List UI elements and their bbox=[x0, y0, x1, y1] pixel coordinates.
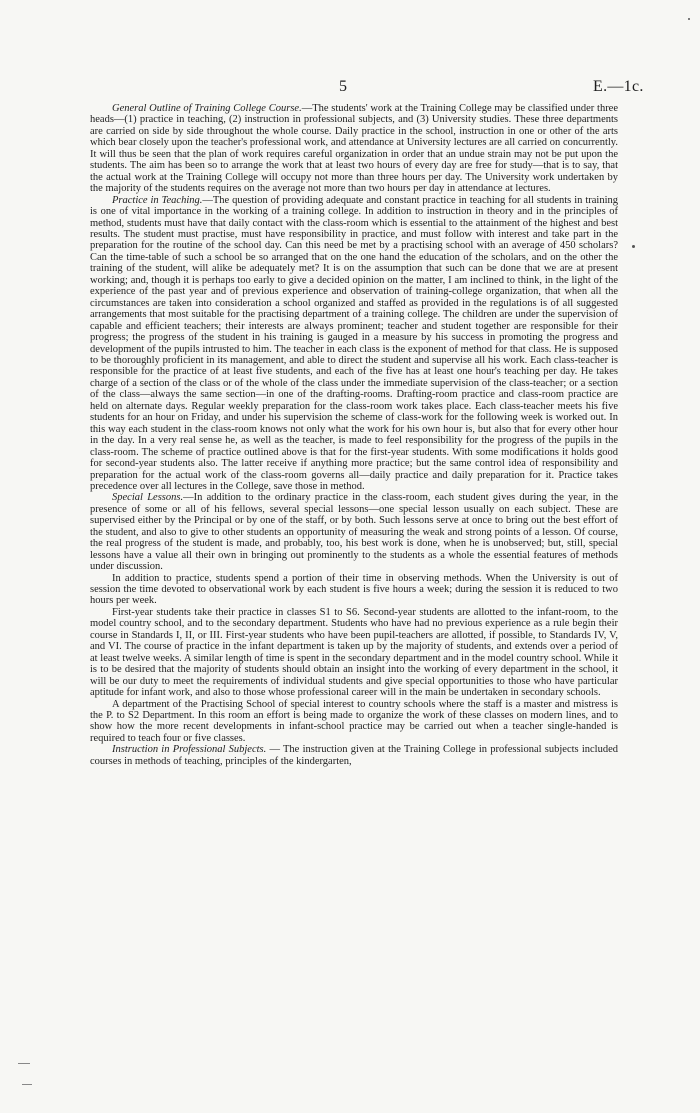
paragraph-general-outline bbox=[90, 103, 618, 195]
paragraph-text: —The question of providing adequate and constant practice in teaching for all students in training is one of vital importance in the working of a training college. In addition to instruction in theory and in the principles of method, students must have that daily contact with the class-room which is essential to the attainment of the highest and best results. The student must practise, must have responsibility in practice, and must follow with interest and take part in the preparation for the routine of the school day. Can this need be met by a practising school with an average of 450 scholars? Can the time-table of such a school be so arranged that on the one hand the education of the scholars, and on the other the training of the student, will alike be adequately met? It is on the assumption that such can be done that we are at present working; and, though it is perhaps too early to give a decided opinion on the matter, I am inclined to think, in the light of the experience of the past year and of previous experience and observation of training-college organization, that when all the circumstances are taken into consideration a school organized and staffed as provided in the regulations is of all suggested arrangements that most suitable for the practising department of a training college. The children are under the supervision of capable and efficient teachers; their interests are always prominent; teacher and student together are responsible for their progress; the progress of the student in his training is gauged in a measure by his success in promoting the progress and development of the pupils intrusted to him. The teacher in each class is the exponent of method for that class. He is supposed to be thoroughly proficient in its management, and able to direct the student and supervise all his work. Each class-teacher is responsible for the practice of at least five students, and each of the five has at least one hour's teaching per day. He takes charge of a section of the class or of the whole of the class under the immediate supervision of the class-teacher; or a section of the class—always the same section—in one of the drafting-rooms. Drafting-room practice and class-room practice are held on alternate days. Regular weekly preparation for the class-room work takes place. Each class-teacher meets his five students for an hour on Friday, and under his supervision the scheme of class-work for the following week is worked out. In this way each student in the class-room knows not only what the work for his own hour is, but also that for every other hour in the day. In a very real sense he, as well as the teacher, is made to feel responsibility for the progress of the pupils in the class-room. The scheme of practice outlined above is that for the first-year students. With some modifications it holds good for second-year students also. The latter receive if anything more practice; but the same control idea of responsibility and preparation for the actual work of the class-room governs all—daily practice and daily preparation for it. Practice takes precedence over all lectures in the College, save those in method. bbox=[90, 194, 618, 492]
paragraph-text: —In addition to the ordinary practice in the class-room, each student gives during the year, in the presence of some or all of his fellows, several special lessons—one special lesson usually on each subject. These are supervised either by the Principal or by one of the staff, or by both. Such lessons serve at once to bring out the best effort of the student, and also to give to other students an opportunity of measuring the weak and strong points of a lesson. Of course, the real progress of the student is made, and probably, too, his best work is done, when he is unobserved; but, still, special lessons have a value all their own in bringing out prominently to the students as a whole the essential features of methods under discussion. bbox=[90, 492, 618, 573]
paragraph-special-lessons bbox=[90, 492, 618, 572]
paragraph-professional-subjects bbox=[90, 744, 618, 767]
paragraph-observing-methods bbox=[90, 573, 618, 607]
scan-speck bbox=[688, 18, 690, 20]
scan-mark bbox=[18, 1063, 30, 1064]
paragraph-text: In addition to practice, students spend a portion of their time in observing methods. When the University is out of session the time devoted to observational work by each student is five hours a week; during the session it is reduced to two hours per week. bbox=[90, 572, 618, 607]
paragraph-p-to-s2-department bbox=[90, 699, 618, 745]
paragraph-heading: General Outline of Training College Course. bbox=[112, 103, 302, 114]
paragraph-text: — The instruction given at the Training College in professional subjects included courses in methods of teaching, principles of the kindergarten, bbox=[90, 744, 618, 767]
paragraph-text: —The students' work at the Training College may be classified under three heads—(1) practice in teaching, (2) instruction in professional subjects, and (3) University studies. These three departments are carried on side by side throughout the whole course. Daily practice in the school, instruction in one or other of the arts which bear closely upon the teacher's professional work, and attendance at University lectures are all carried on concurrently. It will thus be seen that the plan of work requires careful organization in order that an undue strain may not be put upon the students. The aim has been so to arrange the work that at least two hours of every day are free for study—that is to say, that the actual work at the Training College will occupy not more than three hours per day. The University work undertaken by the majority of the students requires on the average not more than two hours per day in attendance at lectures. bbox=[90, 103, 619, 195]
paragraph-heading: Special Lessons. bbox=[112, 492, 184, 504]
paragraph-heading: Instruction in Professional Subjects. bbox=[112, 744, 267, 756]
document-code: E.—1c. bbox=[593, 78, 644, 95]
page-header bbox=[0, 78, 700, 98]
paragraph-student-allocation bbox=[90, 607, 618, 699]
paragraph-text: First-year students take their practice in classes S1 to S6. Second-year students are allotted to the infant-room, to the model country school, and to the secondary department. Students who have had no previous experience as a rule begin their course in Standards I, II, or III. First-year students who have been pupil-teachers are allotted, if possible, to Standards IV, V, and VI. The course of practice in the infant department is taken up by the majority of students, and extends over a period of at least twelve weeks. A similar length of time is spent in the secondary department and in the model country school. While it is to be desired that the majority of students should obtain an insight into the working of every department in the school, it will be our duty to meet the requirements of individual students and give special opportunities to those who have particular aptitude for infant work, and also to those whose professional career will in the main be undertaken in secondary schools. bbox=[90, 606, 618, 699]
page-number: 5 bbox=[339, 78, 347, 95]
scan-mark bbox=[22, 1084, 32, 1085]
paragraph-practice-in-teaching bbox=[90, 195, 618, 493]
paragraph-text: A department of the Practising School of special interest to country schools where the staff is a master and mistress is the P. to S2 Department. In this room an effort is being made to organize the work of these classes on modern lines, and to show how the more recent developments in infant-school practice may be carried out when a teacher single-handed is required to teach four or five classes. bbox=[90, 698, 618, 744]
scan-speck bbox=[632, 245, 635, 248]
paragraph-heading: Practice in Teaching. bbox=[112, 194, 203, 206]
body-text bbox=[90, 103, 618, 767]
